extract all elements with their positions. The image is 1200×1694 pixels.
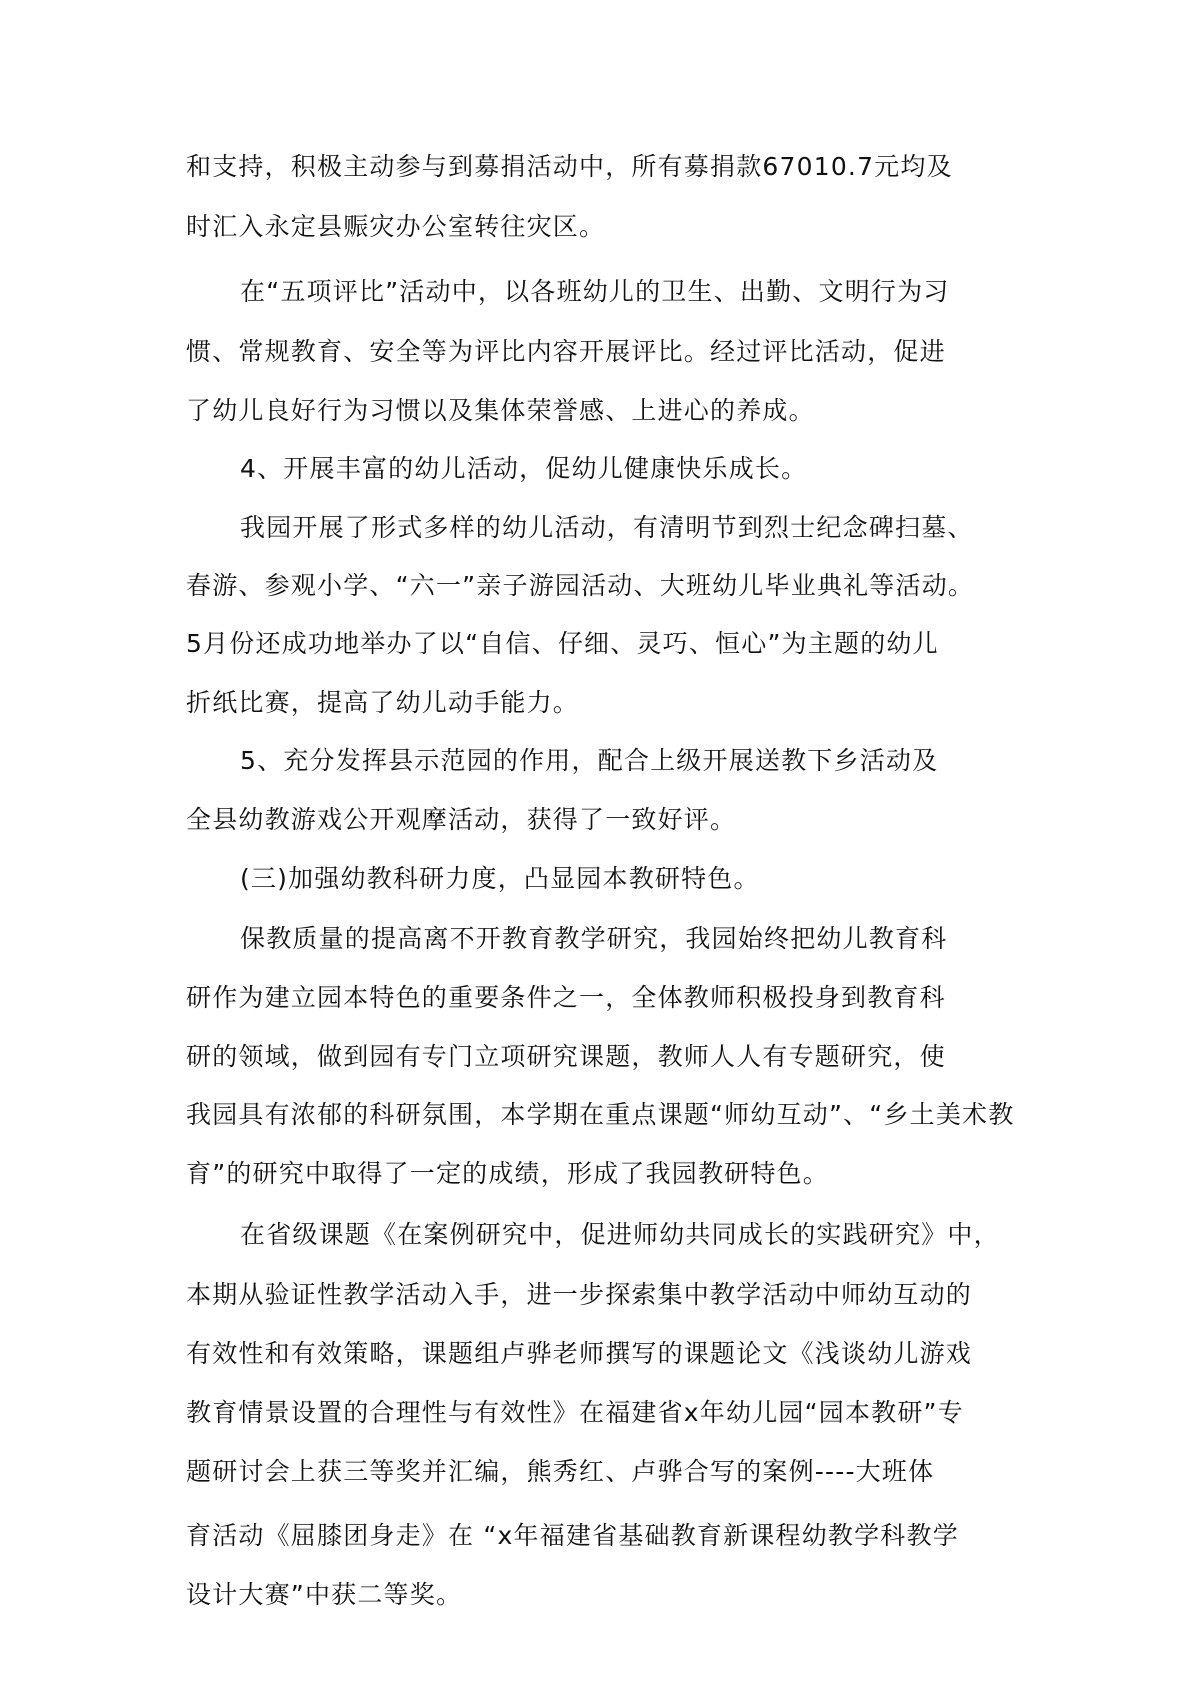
text-line: 时汇入永定县赈灾办公室转往灾区。: [186, 212, 606, 241]
section-heading: 4、开展丰富的幼儿活动，促幼儿健康快乐成长。: [240, 454, 808, 483]
text-line: 题研讨会上获三等奖并汇编，熊秀红、卢骅合写的案例----大班体: [186, 1457, 935, 1486]
text-line: 保教质量的提高离不开教育教学研究，我园始终把幼儿教育科: [240, 924, 948, 953]
text-line: 了幼儿良好行为习惯以及集体荣誉感、上进心的养成。: [186, 396, 815, 425]
text-line: 育活动《屈膝团身走》在 “x年福建省基础教育新课程幼教学科教学: [186, 1521, 959, 1550]
text-line: 设计大赛”中获二等奖。: [186, 1580, 463, 1609]
text-line: 和支持，积极主动参与到募捐活动中，所有募捐款67010.7元均及: [186, 152, 953, 181]
text-line: 有效性和有效策略，课题组卢骅老师撰写的课题论文《浅谈幼儿游戏: [186, 1339, 973, 1368]
text-line: 在省级课题《在案例研究中，促进师幼共同成长的实践研究》中，: [240, 1220, 1000, 1249]
text-line: 5月份还成功地举办了以“自信、仔细、灵巧、恒心”为主题的幼儿: [186, 629, 939, 658]
text-line: 我园开展了形式多样的幼儿活动，有清明节到烈士纪念碑扫墓、: [240, 513, 974, 542]
text-line: 研作为建立园本特色的重要条件之一，全体教师积极投身到教育科: [186, 983, 946, 1012]
text-line: 我园具有浓郁的科研氛围，本学期在重点课题“师幼互动”、“乡土美术教: [186, 1100, 1015, 1129]
text-line: 春游、参观小学、“六一”亲子游园活动、大班幼儿毕业典礼等活动。: [186, 571, 975, 600]
text-line: 研的领域，做到园有专门立项研究课题，教师人人有专题研究，使: [186, 1042, 946, 1071]
section-heading: 5、充分发挥县示范园的作用，配合上级开展送教下乡活动及: [240, 746, 939, 775]
text-line: 折纸比赛，提高了幼儿动手能力。: [186, 688, 580, 717]
text-line: 育”的研究中取得了一定的成绩，形成了我园教研特色。: [186, 1159, 829, 1188]
text-line: 本期从验证性教学活动入手，进一步探索集中教学活动中师幼互动的: [186, 1280, 973, 1309]
section-heading: (三)加强幼教科研力度，凸显园本教研特色。: [240, 864, 760, 893]
text-line: 教育情景设置的合理性与有效性》在福建省x年幼儿园“园本教研”专: [186, 1398, 964, 1427]
text-line: 惯、常规教育、安全等为评比内容开展评比。经过评比活动，促进: [186, 337, 946, 366]
text-line: 在“五项评比”活动中，以各班幼儿的卫生、出勤、文明行为习: [240, 277, 950, 306]
text-line: 全县幼教游戏公开观摩活动，获得了一致好评。: [186, 805, 737, 834]
